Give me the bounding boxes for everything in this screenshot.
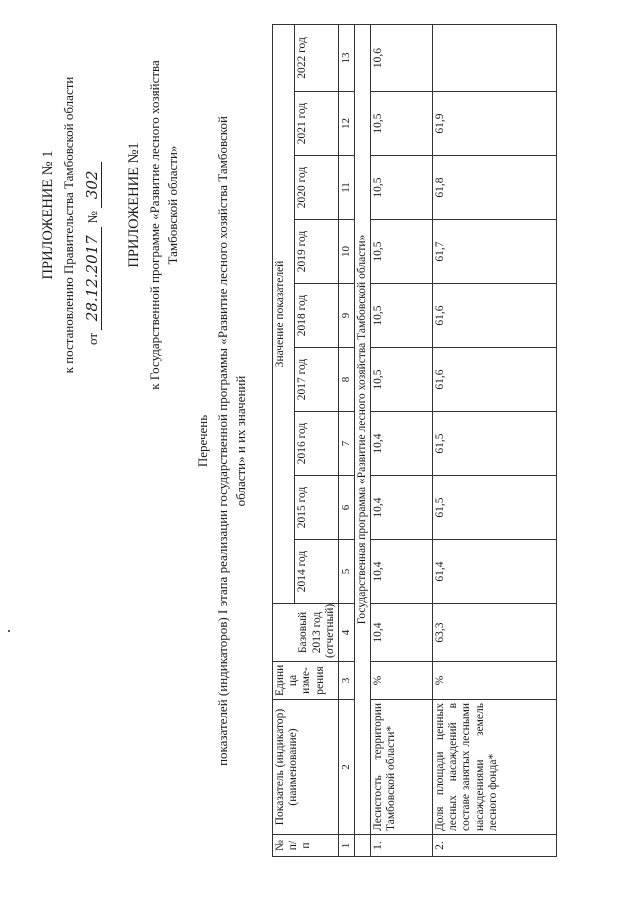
header-base-year: Базовый 2013 год (отчетный) <box>273 604 339 662</box>
header-unit: Едини ца изме- рения <box>273 662 339 700</box>
column-number-row <box>339 24 355 856</box>
row-value: 61,4 <box>432 540 556 604</box>
row-value: 10,6 <box>370 24 432 91</box>
date-prefix: от <box>85 332 100 345</box>
row-value: 10,5 <box>370 348 432 412</box>
scan-speck <box>8 630 10 632</box>
row-value: 61,5 <box>432 476 556 540</box>
decree-date-number <box>84 162 102 345</box>
program-section-row <box>354 24 370 856</box>
header-year: 2022 год <box>295 24 339 91</box>
header-num: № п/п <box>273 835 339 857</box>
column-number: 2 <box>339 700 355 835</box>
header-year: 2016 год <box>295 412 339 476</box>
document-title-line-1: показателей (индикаторов) I этапа реализации государственной программы «Развитие лесного хозяйства Тамбовской <box>215 116 230 766</box>
row-value: 10,4 <box>370 412 432 476</box>
row-value: 61,6 <box>432 284 556 348</box>
row-unit: % <box>432 662 556 700</box>
header-year: 2018 год <box>295 284 339 348</box>
column-number: 7 <box>339 412 355 476</box>
row-value: 10,4 <box>370 540 432 604</box>
column-number: 13 <box>339 24 355 91</box>
row-indicator: Лесистость территории Тамбовской области* <box>370 700 432 835</box>
column-number: 10 <box>339 220 355 284</box>
row-value: 61,6 <box>432 348 556 412</box>
table-row <box>370 24 432 856</box>
header-year: 2019 год <box>295 220 339 284</box>
column-number: 1 <box>339 835 355 857</box>
row-value: 61,5 <box>432 412 556 476</box>
row-value: 61,8 <box>432 156 556 220</box>
row-value <box>432 24 556 91</box>
row-value: 10,5 <box>370 156 432 220</box>
header-values-group: Значение показателей <box>273 24 295 603</box>
header-year: 2017 год <box>295 348 339 412</box>
number-prefix: № <box>85 211 100 224</box>
handwritten-number: 302 <box>84 162 102 208</box>
program-appendix-line-1: к Государственной программе «Развитие лесного хозяйства <box>147 60 162 390</box>
program-appendix-line-2: Тамбовской области» <box>165 145 180 265</box>
row-value: 10,5 <box>370 284 432 348</box>
row-value: 10,4 <box>370 476 432 540</box>
column-number: 12 <box>339 92 355 156</box>
decree-line: к постановлению Правительства Тамбовской области <box>61 76 76 374</box>
table-header-row <box>273 24 295 856</box>
row-base: 10,4 <box>370 604 432 662</box>
header-year: 2015 год <box>295 476 339 540</box>
column-number: 11 <box>339 156 355 220</box>
table-row <box>432 24 556 856</box>
header-year: 2020 год <box>295 156 339 220</box>
column-number: 8 <box>339 348 355 412</box>
row-value: 61,9 <box>432 92 556 156</box>
program-section-spacer <box>354 835 370 857</box>
program-appendix-title: ПРИЛОЖЕНИЕ №1 <box>126 142 142 268</box>
header-indicator: Показатель (индикатор) (наименование) <box>273 700 339 835</box>
indicators-table <box>272 24 557 857</box>
row-value: 10,5 <box>370 92 432 156</box>
row-num: 2. <box>432 835 556 857</box>
row-value: 10,5 <box>370 220 432 284</box>
column-number: 4 <box>339 604 355 662</box>
row-num: 1. <box>370 835 432 857</box>
header-year: 2021 год <box>295 92 339 156</box>
column-number: 6 <box>339 476 355 540</box>
handwritten-date: 28.12.2017 <box>84 227 102 330</box>
row-base: 63,3 <box>432 604 556 662</box>
program-section-title: Государственная программа «Развитие лесного хозяйства Тамбовской области» <box>354 24 370 834</box>
document-title: Перечень <box>195 414 210 468</box>
row-unit: % <box>370 662 432 700</box>
appendix-title: ПРИЛОЖЕНИЕ № 1 <box>40 150 56 280</box>
header-year: 2014 год <box>295 540 339 604</box>
row-indicator: Доля площади ценных лесных насаждений в составе занятых лесными насаждениями земель лесного фонда* <box>432 700 556 835</box>
column-number: 9 <box>339 284 355 348</box>
column-number: 5 <box>339 540 355 604</box>
document-title-line-2: области» и их значений <box>233 375 248 507</box>
row-value: 61,7 <box>432 220 556 284</box>
column-number: 3 <box>339 662 355 700</box>
